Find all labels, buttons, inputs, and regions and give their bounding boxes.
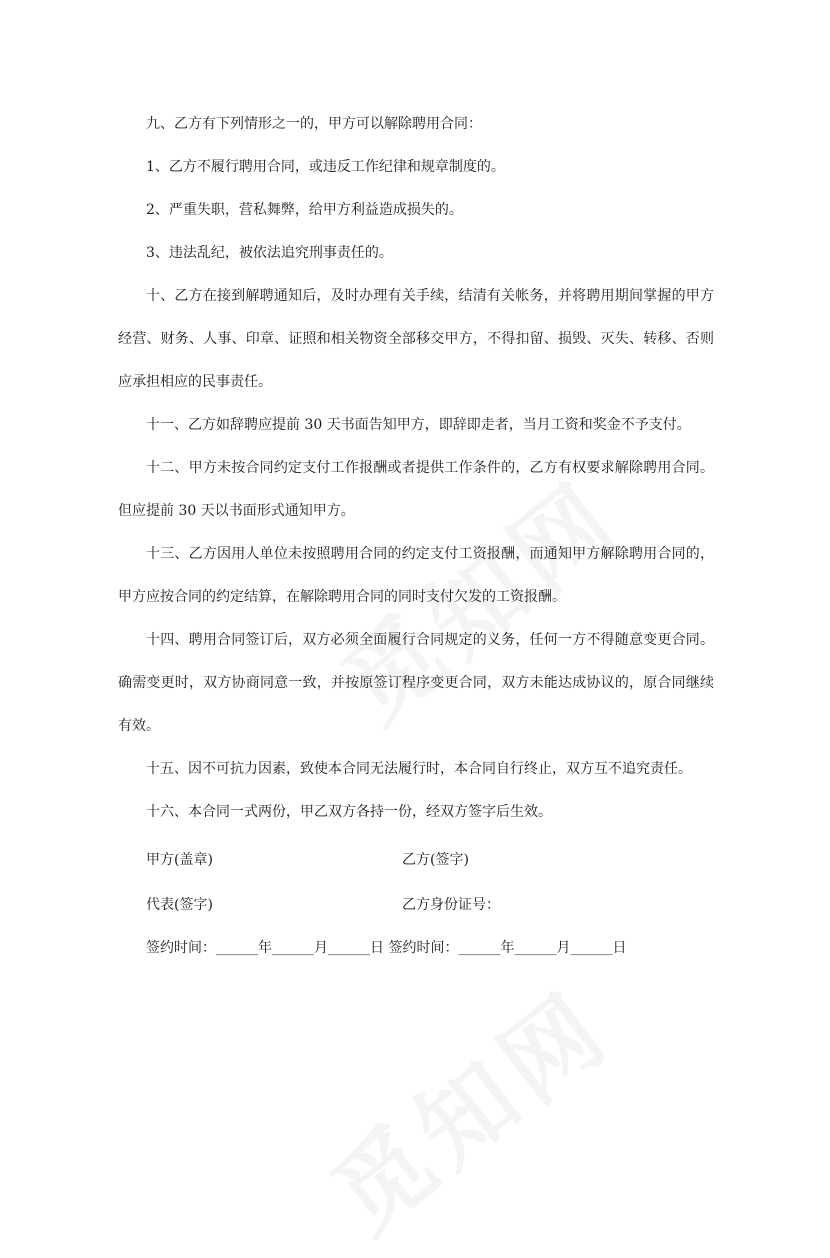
signing-date-line: 签约时间：______年______月______日 签约时间：______年______月______日 xyxy=(146,940,627,956)
clause-10: 十、乙方在接到解聘通知后，及时办理有关手续，结清有关帐务，并将聘用期间掌握的甲方经营、财务、人事、印章、证照和相关物资全部移交甲方，不得扣留、损毁、灭失、转移、否则应承担相应的民事责任。 xyxy=(118,288,714,390)
clause-11: 十一、乙方如辞聘应提前 30 天书面告知甲方，即辞即走者，当月工资和奖金不予支付。 xyxy=(146,417,691,433)
party-b-id-label: 乙方身份证号： xyxy=(402,897,500,913)
clause-13: 十三、乙方因用人单位未按照聘用合同的约定支付工资报酬，而通知甲方解除聘用合同的，甲方应按合同的约定结算，在解除聘用合同的同时支付欠发的工资报酬。 xyxy=(118,546,714,605)
party-a-seal-label: 甲方(盖章) xyxy=(146,852,213,868)
party-b-sign-label: 乙方(签字) xyxy=(402,852,469,868)
clause-16: 十六、本合同一式两份，甲乙双方各持一份，经双方签字后生效。 xyxy=(146,804,552,820)
clause-12: 十二、甲方未按合同约定支付工作报酬或者提供工作条件的，乙方有权要求解除聘用合同。但应提前 30 天以书面形式通知甲方。 xyxy=(118,460,714,519)
clause-15: 十五、因不可抗力因素，致使本合同无法履行时，本合同自行终止，双方互不追究责任。 xyxy=(146,761,692,777)
representative-sign-label: 代表(签字) xyxy=(146,897,213,913)
clause-9-item-1: 1、乙方不履行聘用合同，或违反工作纪律和规章制度的。 xyxy=(146,159,505,175)
clause-9-item-3: 3、违法乱纪，被依法追究刑事责任的。 xyxy=(146,245,393,261)
clause-9-item-2: 2、严重失职，营私舞弊，给甲方利益造成损失的。 xyxy=(146,202,463,218)
clause-14: 十四、聘用合同签订后，双方必须全面履行合同规定的义务，任何一方不得随意变更合同。确需变更时，双方协商同意一致，并按原签订程序变更合同，双方未能达成协议的，原合同继续有效。 xyxy=(118,632,714,734)
watermark xyxy=(300,954,635,1258)
clause-9-heading: 九、乙方有下列情形之一的，甲方可以解除聘用合同： xyxy=(146,116,482,132)
